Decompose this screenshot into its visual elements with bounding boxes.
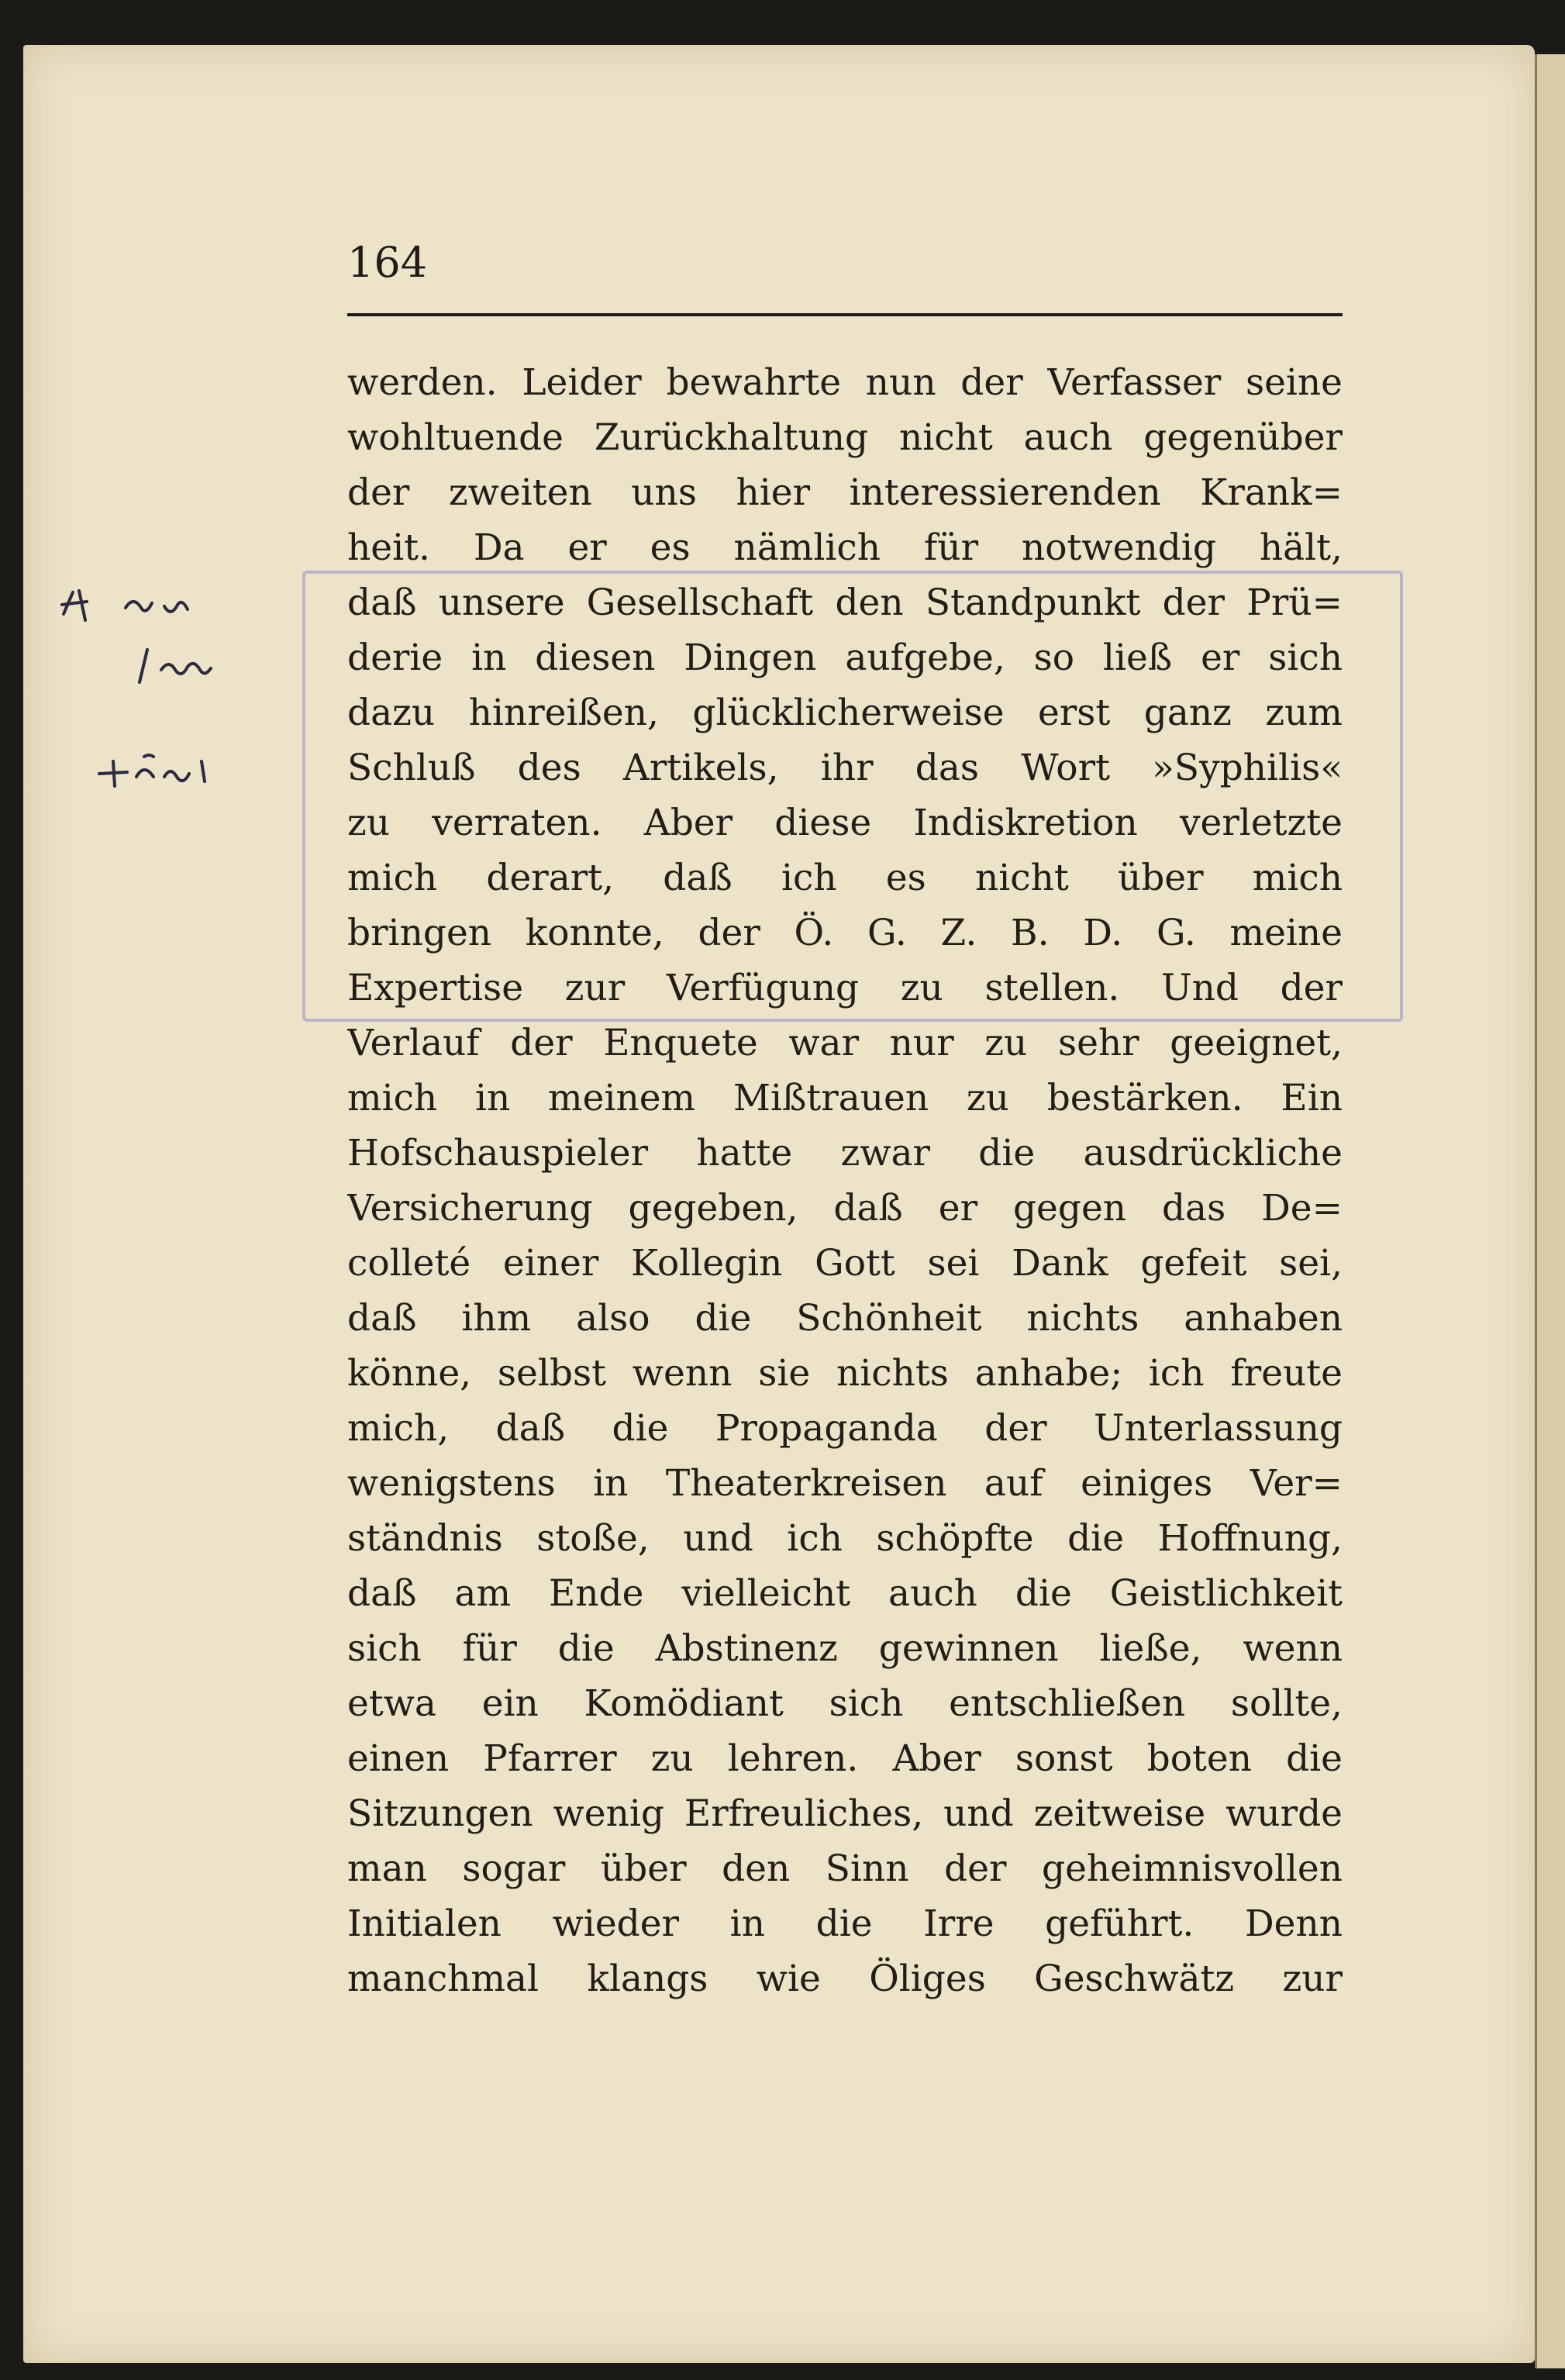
text-line: etwa ein Komödiant sich entschließen sollte,: [347, 1682, 1343, 1725]
text-line: wenigstens in Theaterkreisen auf einiges Ver=: [347, 1462, 1343, 1505]
next-page-edge: [1535, 54, 1565, 2368]
text-line: mich in meinem Mißtrauen zu bestärken. Ein: [347, 1077, 1343, 1119]
text-line: könne, selbst wenn sie nichts anhabe; ich freute: [347, 1352, 1343, 1395]
text-line: dazu hinreißen, glücklicherweise erst ganz zum: [347, 692, 1343, 734]
text-line: der zweiten uns hier interessierenden Krank=: [347, 471, 1343, 514]
text-line: derie in diesen Dingen aufgebe, so ließ er sich: [347, 636, 1343, 679]
margin-annotation-2: [130, 643, 270, 696]
handwriting-mark-icon: [93, 746, 264, 792]
header-rule: [347, 313, 1343, 316]
text-line: heit. Da er es nämlich für notwendig hält,: [347, 526, 1343, 569]
text-line: wohltuende Zurückhaltung nicht auch gegenüber: [347, 416, 1343, 459]
text-line: Hofschauspieler hatte zwar die ausdrückliche: [347, 1132, 1343, 1174]
text-line: manchmal klangs wie Öliges Geschwätz zur: [347, 1957, 1343, 2000]
text-line: bringen konnte, der Ö. G. Z. B. D. G. meine: [347, 912, 1343, 954]
text-line: mich derart, daß ich es nicht über mich: [347, 857, 1343, 899]
text-line: man sogar über den Sinn der geheimnisvollen: [347, 1847, 1343, 1890]
text-line: Schluß des Artikels, ihr das Wort »Syphilis«: [347, 747, 1343, 789]
handwriting-mark-icon: [56, 583, 226, 629]
text-line: Verlauf der Enquete war nur zu sehr geeignet,: [347, 1022, 1343, 1064]
text-line: Sitzungen wenig Erfreuliches, und zeitweise wurde: [347, 1792, 1343, 1835]
text-line: sich für die Abstinenz gewinnen ließe, wenn: [347, 1627, 1343, 1670]
margin-annotation-3: [93, 746, 264, 799]
text-line: werden. Leider bewahrte nun der Verfasser seine: [347, 361, 1343, 404]
page-number: 164: [347, 238, 428, 287]
text-line: ständnis stoße, und ich schöpfte die Hoffnung,: [347, 1517, 1343, 1560]
text-line: Initialen wieder in die Irre geführt. Denn: [347, 1902, 1343, 1945]
text-line: daß am Ende vielleicht auch die Geistlichkeit: [347, 1572, 1343, 1615]
text-line: mich, daß die Propaganda der Unterlassung: [347, 1407, 1343, 1450]
text-line: daß unsere Gesellschaft den Standpunkt der Prü=: [347, 581, 1343, 624]
text-line: einen Pfarrer zu lehren. Aber sonst boten die: [347, 1737, 1343, 1780]
text-line: Versicherung gegeben, daß er gegen das De=: [347, 1187, 1343, 1230]
text-line: daß ihm also die Schönheit nichts anhaben: [347, 1297, 1343, 1340]
handwriting-mark-icon: [130, 643, 270, 690]
margin-annotation-1: [56, 583, 226, 636]
body-text: [347, 355, 1343, 2006]
text-line: colleté einer Kollegin Gott sei Dank gefeit sei,: [347, 1242, 1343, 1285]
text-line: zu verraten. Aber diese Indiskretion verletzte: [347, 802, 1343, 844]
text-line: Expertise zur Verfügung zu stellen. Und der: [347, 967, 1343, 1009]
